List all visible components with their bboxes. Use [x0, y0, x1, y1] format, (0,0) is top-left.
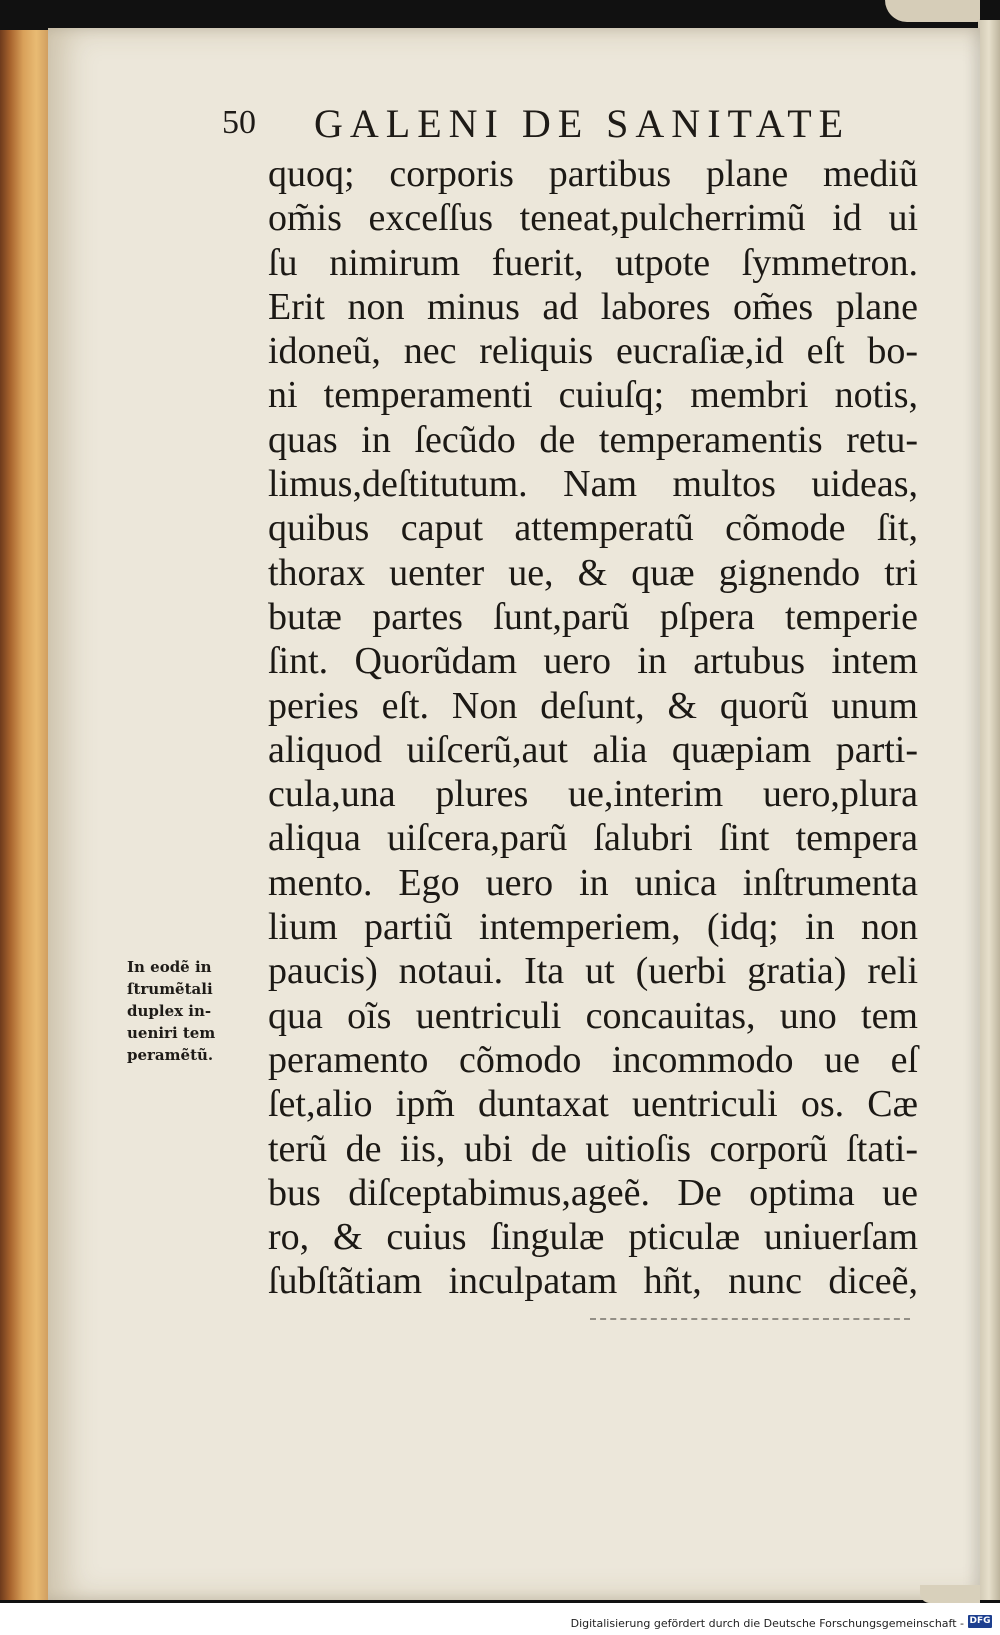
text-line: paucis) notaui. Ita ut (uerbi gratia) reli: [268, 950, 918, 993]
margin-note-line: In eodẽ in: [127, 958, 212, 976]
text-line: ſubſtãtiam inculpatam hñt, nunc diceẽ,: [268, 1260, 918, 1303]
page-number: 50: [222, 104, 256, 141]
text-line: thorax uenter ue, & quæ gignendo tri: [268, 551, 918, 594]
margin-note-line: ſtrumẽtali: [127, 980, 213, 998]
text-line: limus,deſtitutum. Nam multos uideas,: [268, 463, 918, 506]
text-line: aliquod uiſcerũ,aut alia quæpiam parti-: [268, 728, 918, 771]
text-line: idoneũ, nec reliquis eucraſiæ,id eſt bo-: [268, 330, 918, 373]
text-line: bus diſceptabimus,ageẽ. De optima ue: [268, 1171, 918, 1214]
text-line: cula,una plures ue,interim uero,plura: [268, 773, 918, 816]
text-line: ſu nimirum fuerit, utpote ſymmetron.: [268, 241, 918, 284]
text-line: quibus caput attemperatũ cõmode ſit,: [268, 507, 918, 550]
text-line: om̃is exceſſus teneat,pulcherrimũ id ui: [268, 197, 918, 240]
underline-marks: [590, 1318, 910, 1324]
text-line: ro, & cuius ſingulæ pticulæ uniuerſam: [268, 1216, 918, 1259]
dfg-logo: DFG: [969, 1616, 991, 1626]
text-line: quoq; corporis partibus plane mediũ: [268, 153, 918, 195]
text-line: butæ partes ſunt,parũ pſpera temperie: [268, 595, 918, 638]
text-line: Erit non minus ad labores om̃es plane: [268, 285, 918, 328]
text-line: peramento cõmodo incommodo ue eſ: [268, 1038, 918, 1081]
text-line: ni temperamenti cuiuſq; membri notis,: [268, 374, 918, 417]
text-line: mento. Ego uero in unica inſtrumenta: [268, 861, 918, 904]
text-line: ſet,alio ipm̃ duntaxat uentriculi os. Cæ: [268, 1083, 918, 1126]
page-edge: [978, 20, 1000, 1600]
body-text: [268, 152, 918, 1304]
book-binding-edge: [0, 30, 52, 1600]
margin-note: [127, 956, 259, 1066]
page-corner-top: [885, 0, 980, 22]
margin-note-line: ueniri tem: [127, 1024, 216, 1042]
margin-note-line: peramẽtũ.: [127, 1046, 214, 1064]
text-line: terũ de iis, ubi de uitioſis corporũ ſtati-: [268, 1127, 918, 1170]
text-line: aliqua uiſcera,parũ ſalubri ſint tempera: [268, 817, 918, 860]
footer-credit: Digitalisierung gefördert durch die Deutsche Forschungsgemeinschaft -: [570, 1617, 964, 1630]
running-head: GALENI DE SANITATE: [314, 101, 851, 146]
text-line: ſint. Quorũdam uero in artubus intem: [268, 640, 918, 683]
text-line: lium partiũ intemperiem, (idq; in non: [268, 906, 918, 949]
text-line: quas in ſecũdo de temperamentis retu-: [268, 418, 918, 461]
margin-note-line: duplex in-: [127, 1002, 212, 1020]
text-line: peries eſt. Non deſunt, & quorũ unum: [268, 684, 918, 727]
text-line: qua oĩs uentriculi concauitas, uno tem: [268, 994, 918, 1037]
page-corner-bottom: [920, 1585, 980, 1603]
